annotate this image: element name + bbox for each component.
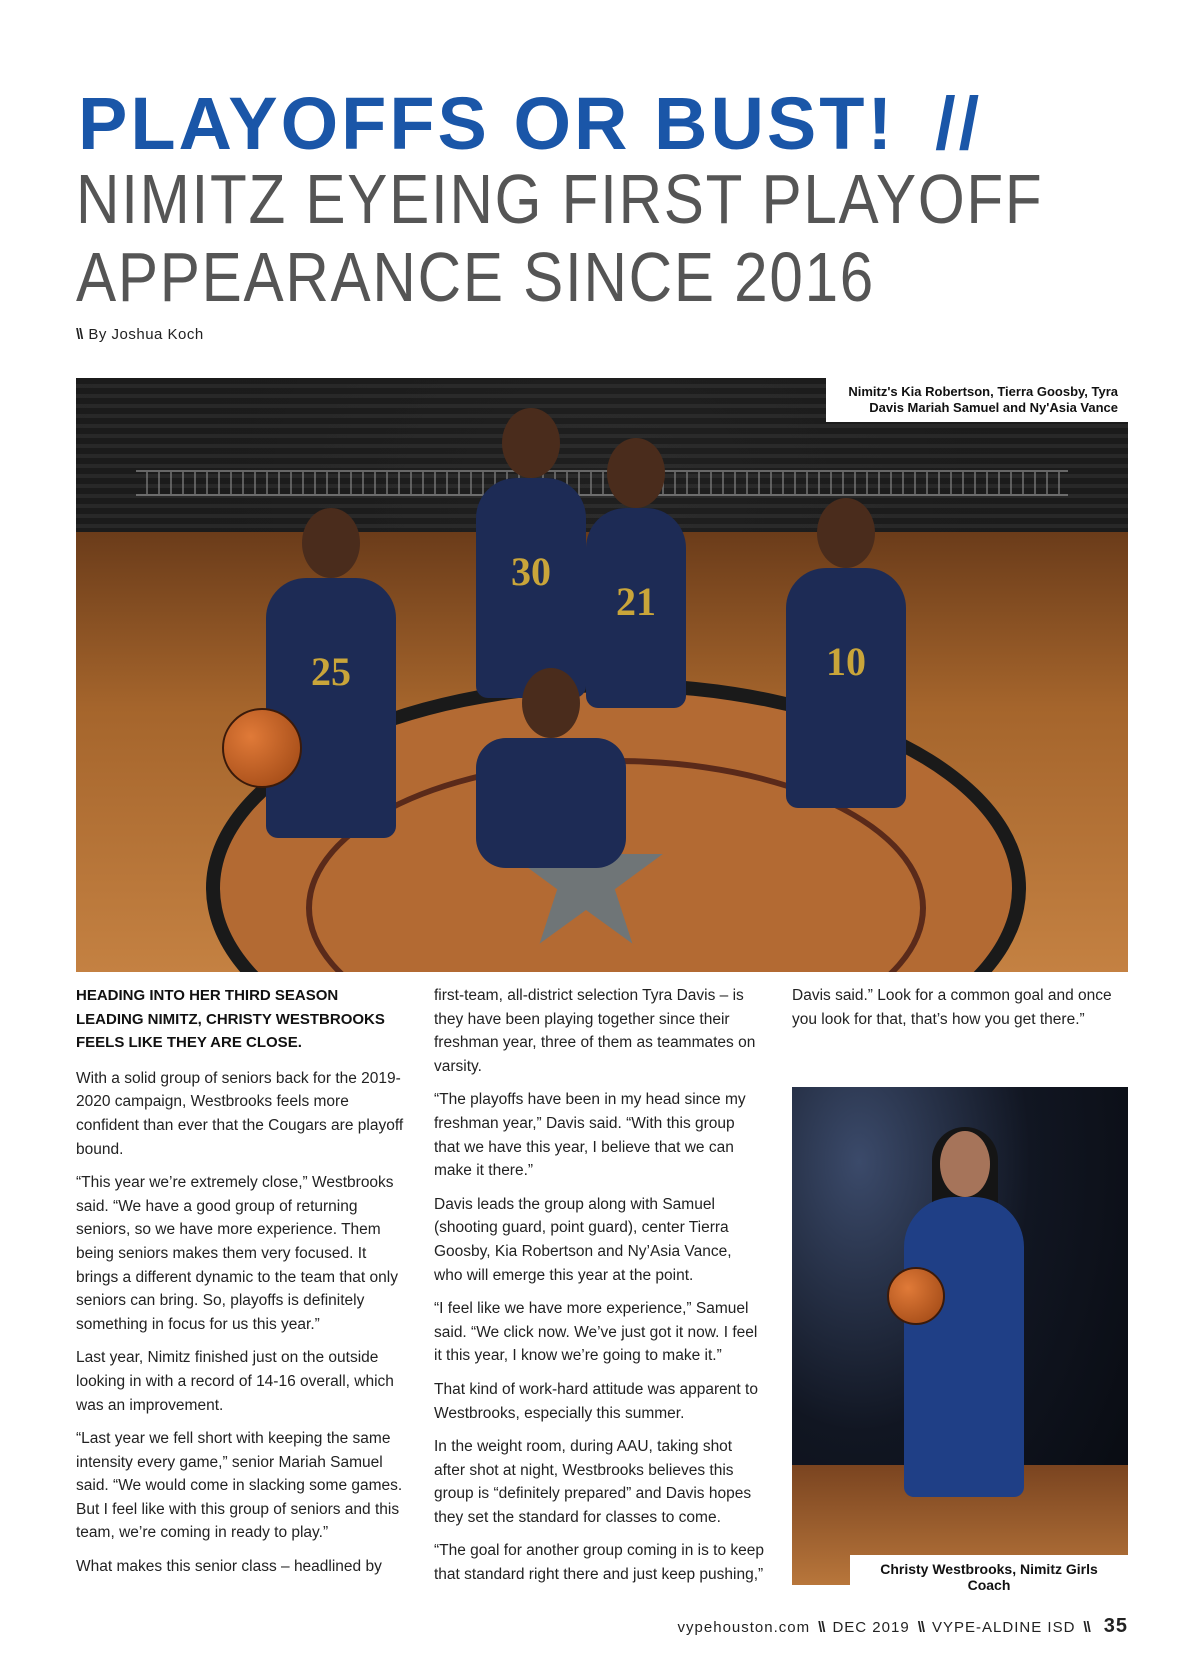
coach-head — [940, 1131, 990, 1197]
paragraph: With a solid group of seniors back for the 2019-2020 campaign, Westbrooks feels more confident than ever that the Cougars are playoff bound. — [76, 1069, 404, 1158]
player-head — [302, 508, 360, 578]
player-head — [817, 498, 875, 568]
team-photo-caption: Nimitz's Kia Robertson, Tierra Goosby, Tyra Davis Mariah Samuel and Ny'Asia Vance — [826, 378, 1128, 422]
player-head — [502, 408, 560, 478]
subhead-line-1: NIMITZ EYEING FIRST PLAYOFF — [76, 160, 1044, 238]
jersey-number: 30 — [511, 549, 551, 594]
arena-railing — [136, 470, 1068, 496]
paragraph: “The goal for another group coming in is to keep that standard right there and just keep pushing,” — [434, 1542, 764, 1584]
player-figure — [476, 738, 626, 868]
byline-mark: \\ — [76, 326, 83, 343]
paragraph: Davis said.” Look for a common goal and once you look for that, that’s how you get there.” — [792, 987, 1112, 1028]
headline — [78, 84, 1158, 164]
jersey-number: 21 — [616, 579, 656, 624]
player-head — [607, 438, 665, 508]
basketball — [887, 1267, 945, 1325]
paragraph: Last year, Nimitz finished just on the outside looking in with a record of 14-16 overall, which was an improvement. — [76, 1349, 394, 1414]
player-figure — [476, 478, 586, 698]
footer-edition: VYPE-ALDINE ISD — [932, 1619, 1076, 1636]
footer-separator: \\ — [818, 1619, 825, 1636]
player-head — [522, 668, 580, 738]
body-column-2 — [434, 984, 764, 1597]
basketball — [222, 708, 302, 788]
subhead — [76, 160, 1044, 316]
player-figure — [586, 508, 686, 708]
team-photo — [76, 378, 1128, 972]
page-number: 35 — [1103, 1615, 1128, 1637]
page-footer — [678, 1615, 1128, 1638]
paragraph: In the weight room, during AAU, taking shot after shot at night, Westbrooks believes this group is “definitely prepared” and Davis hopes they set the standard for classes to come. — [434, 1438, 752, 1526]
coach-photo — [792, 1087, 1128, 1585]
paragraph: first-team, all-district selection Tyra Davis – is they have been playing together since their freshman year, three of them as teammates on varsity. — [434, 987, 756, 1075]
footer-separator: \\ — [917, 1619, 925, 1636]
player-figure — [786, 568, 906, 808]
paragraph: “The playoffs have been in my head since my freshman year,” Davis said. “With this group that we have this year, I believe that we can make it there.” — [434, 1091, 746, 1180]
coach-photo-caption: Christy Westbrooks, Nimitz Girls Coach — [850, 1555, 1128, 1599]
paragraph: “This year we’re extremely close,” Westbrooks said. “We have a good group of returning seniors, so we have more experience. Them being seniors makes them very focused. It brings a different dynamic to the team that only seniors can bring. So, playoffs is definitely something in focus for us this year.” — [76, 1174, 398, 1333]
coach-figure — [904, 1197, 1024, 1497]
footer-site: vypehouston.com — [677, 1619, 811, 1636]
byline — [76, 326, 204, 343]
subhead-line-2: APPEARANCE SINCE 2016 — [76, 238, 875, 316]
paragraph: “Last year we fell short with keeping the same intensity every game,” senior Mariah Samuel said. “We would come in slacking some games. But I feel like with this group of seniors and this team, we’re coming in ready to play.” — [76, 1430, 403, 1542]
footer-separator: \\ — [1083, 1619, 1090, 1636]
paragraph: Davis leads the group along with Samuel (shooting guard, point guard), center Tierra Goosby, Kia Robertson and Ny’Asia Vance, who will emerge this year at the point. — [434, 1195, 732, 1284]
footer-date: DEC 2019 — [832, 1619, 910, 1636]
jersey-number: 25 — [311, 649, 351, 694]
byline-author: By Joshua Koch — [88, 326, 204, 343]
jersey-number: 10 — [826, 639, 866, 684]
body-column-3 — [792, 984, 1122, 1041]
lead-paragraph: HEADING INTO HER THIRD SEASON LEADING NIMITZ, CHRISTY WESTBROOKS FEELS LIKE THEY ARE CLOSE. — [76, 987, 385, 1052]
player-figure — [266, 578, 396, 838]
paragraph: That kind of work-hard attitude was apparent to Westbrooks, especially this summer. — [434, 1380, 758, 1422]
paragraph: “I feel like we have more experience,” Samuel said. “We click now. We’ve just got it now. I feel it this year, I know we’re going to make it.” — [434, 1300, 758, 1365]
headline-slashes: // — [935, 82, 983, 165]
paragraph: What makes this senior class – headlined by — [76, 1558, 382, 1576]
body-column-1 — [76, 984, 406, 1589]
headline-text: PLAYOFFS OR BUST! — [78, 82, 896, 165]
